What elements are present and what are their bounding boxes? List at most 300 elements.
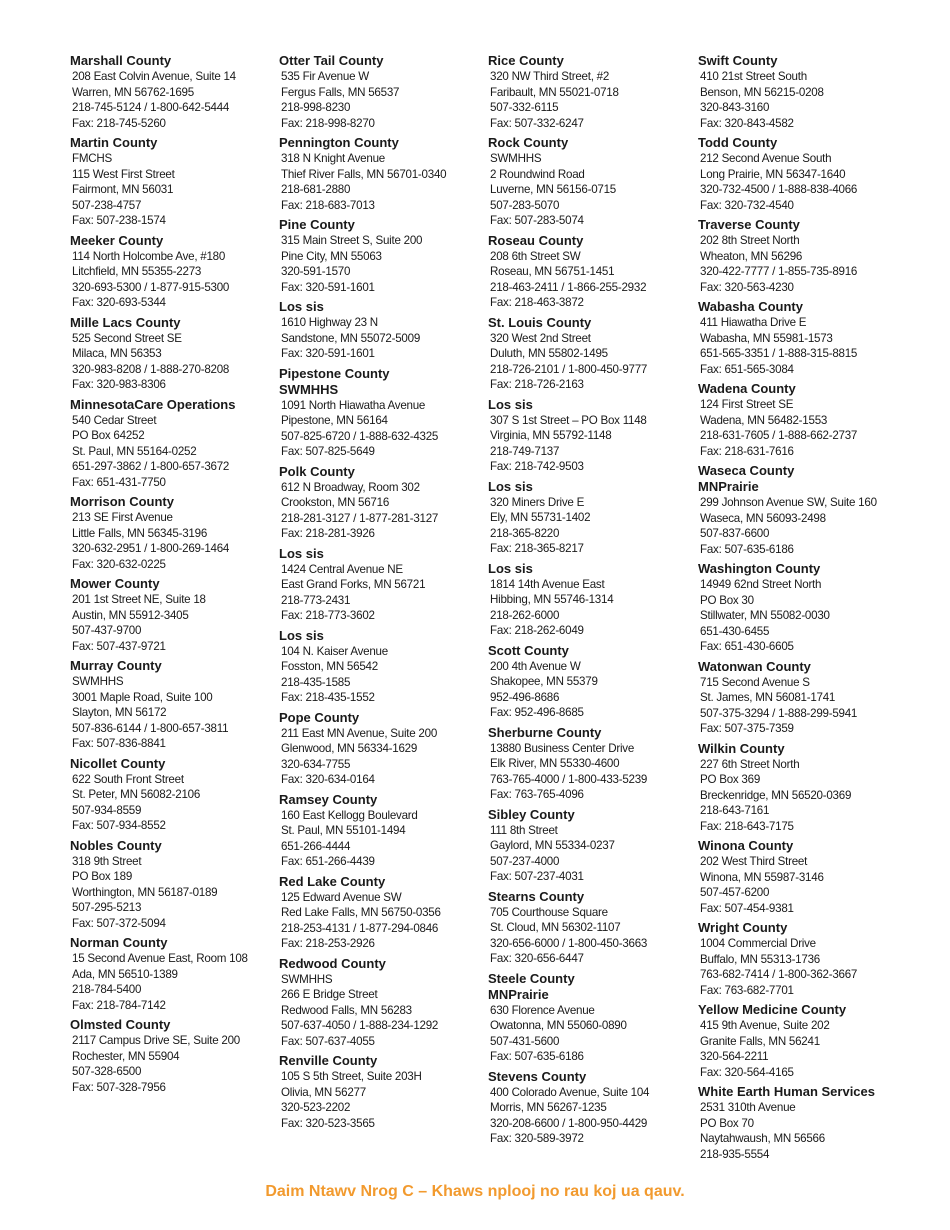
office-entry xyxy=(70,397,276,491)
office-entry xyxy=(488,1069,694,1147)
fax-number: Fax: 763-765-4096 xyxy=(490,788,584,801)
office-name: Norman County xyxy=(70,935,168,950)
fax-number: Fax: 320-656-6447 xyxy=(490,952,584,965)
office-address-block xyxy=(70,772,276,834)
office-name: White Earth Human Services xyxy=(698,1084,875,1099)
address-line: 200 4th Avenue W xyxy=(490,659,581,673)
office-address-block xyxy=(279,972,485,1050)
office-name: Sherburne County xyxy=(488,724,602,740)
address-line: 415 9th Avenue, Suite 202 xyxy=(700,1019,830,1032)
office-name: Meeker County xyxy=(70,232,164,248)
office-name: Steele County xyxy=(488,970,575,986)
address-line: 320-632-2951 / 1-800-269-1464 xyxy=(72,542,230,555)
address-line: 114 North Holcombe Ave, #180 xyxy=(72,249,226,263)
address-line: 218-998-8230 xyxy=(281,101,351,114)
office-address-block xyxy=(488,69,694,131)
address-line: Naytahwaush, MN 56566 xyxy=(700,1132,825,1145)
fax-number: Fax: 320-523-3565 xyxy=(281,1116,375,1130)
address-line: 318 9th Street xyxy=(72,854,142,868)
fax-number: Fax: 218-745-5260 xyxy=(72,116,166,130)
office-entry xyxy=(70,233,276,311)
address-line: 111 8th Street xyxy=(490,823,558,837)
office-entry xyxy=(70,935,276,1013)
address-line: 507-237-4000 xyxy=(490,854,560,868)
address-line: 218-745-5124 / 1-800-642-5444 xyxy=(72,101,230,114)
office-address-block xyxy=(488,1085,694,1147)
address-line: 208 6th Street SW xyxy=(490,249,581,263)
address-line: 218-726-2101 / 1-800-450-9777 xyxy=(490,362,648,376)
address-line: 320-843-3160 xyxy=(700,101,770,114)
office-name: Watonwan County xyxy=(698,658,811,674)
directory-column-4 xyxy=(698,53,904,1166)
address-line: Buffalo, MN 55313-1736 xyxy=(700,952,820,966)
office-entry xyxy=(70,494,276,572)
address-line: Benson, MN 56215-0208 xyxy=(700,85,824,99)
address-line: 15 Second Avenue East, Room 108 xyxy=(72,952,248,965)
address-line: Elk River, MN 55330-4600 xyxy=(490,757,620,770)
office-entry xyxy=(279,628,485,706)
address-line: 105 S 5th Street, Suite 203H xyxy=(281,1070,422,1083)
address-line: 218-643-7161 xyxy=(700,804,770,817)
address-line: 320-208-6600 / 1-800-950-4429 xyxy=(490,1116,648,1130)
office-entry xyxy=(70,576,276,654)
address-line: 218-681-2880 xyxy=(281,183,351,196)
address-line: 104 N. Kaiser Avenue xyxy=(281,644,388,658)
address-line: 320-732-4500 / 1-888-838-4066 xyxy=(700,183,858,196)
office-name: Los sis xyxy=(279,627,324,643)
office-name: Murray County xyxy=(70,658,162,673)
office-entry xyxy=(488,807,694,885)
office-address-block xyxy=(279,151,485,213)
address-line: 320-523-2202 xyxy=(281,1101,351,1114)
address-line: SWMHHS xyxy=(490,152,542,165)
address-line: 952-496-8686 xyxy=(490,690,560,704)
address-line: 525 Second Street SE xyxy=(72,331,182,345)
address-line: Wheaton, MN 56296 xyxy=(700,249,803,263)
fax-number: Fax: 651-565-3084 xyxy=(700,362,794,376)
office-name: Scott County xyxy=(488,642,569,658)
office-address-block xyxy=(70,854,276,932)
fax-number: Fax: 507-238-1574 xyxy=(72,214,166,227)
fax-number: Fax: 507-836-8841 xyxy=(72,737,166,750)
fax-number: Fax: 218-253-2926 xyxy=(281,937,375,950)
office-address-block xyxy=(279,315,485,362)
office-address-block xyxy=(698,675,904,737)
address-line: 320-564-2211 xyxy=(700,1050,769,1063)
address-line: Waseca, MN 56093-2498 xyxy=(700,511,826,525)
address-line: 651-565-3351 / 1-888-315-8815 xyxy=(700,347,858,360)
office-entry xyxy=(70,756,276,834)
office-entry xyxy=(698,920,904,998)
office-entry xyxy=(488,971,694,1065)
address-line: Fosston, MN 56542 xyxy=(281,660,378,673)
office-name: Traverse County xyxy=(698,217,800,232)
office-address-block xyxy=(698,69,904,131)
fax-number: Fax: 218-683-7013 xyxy=(281,198,375,212)
address-line: 320 Miners Drive E xyxy=(490,495,585,509)
address-line: 202 8th Street North xyxy=(700,234,800,247)
address-line: Pine City, MN 55063 xyxy=(281,249,382,263)
office-entry xyxy=(279,53,485,131)
fax-number: Fax: 507-934-8552 xyxy=(72,819,166,832)
office-name: Los sis xyxy=(279,299,324,314)
fax-number: Fax: 952-496-8685 xyxy=(490,706,584,719)
fax-number: Fax: 320-564-4165 xyxy=(700,1065,794,1079)
office-address-block xyxy=(279,726,485,788)
directory-column-1 xyxy=(70,53,276,1099)
office-address-block xyxy=(279,480,485,542)
address-line: 218-935-5554 xyxy=(700,1147,770,1161)
fax-number: Fax: 218-262-6049 xyxy=(490,624,584,637)
address-line: PO Box 189 xyxy=(72,870,133,883)
address-line: Ada, MN 56510-1389 xyxy=(72,967,178,981)
address-line: Red Lake Falls, MN 56750-0356 xyxy=(281,906,441,919)
address-line: St. Paul, MN 55101-1494 xyxy=(281,824,406,837)
office-entry xyxy=(279,299,485,362)
address-line: Thief River Falls, MN 56701-0340 xyxy=(281,167,447,181)
office-address-block xyxy=(488,495,694,557)
office-address-block xyxy=(70,249,276,311)
address-line: Ely, MN 55731-1402 xyxy=(490,511,591,524)
address-line: Glenwood, MN 56334-1629 xyxy=(281,742,418,755)
address-line: 160 East Kellogg Boulevard xyxy=(281,808,418,822)
address-line: Morris, MN 56267-1235 xyxy=(490,1101,607,1114)
office-name: Nicollet County xyxy=(70,755,166,771)
fax-number: Fax: 218-631-7616 xyxy=(700,444,794,458)
address-line: 218-749-7137 xyxy=(490,444,560,458)
address-line: Little Falls, MN 56345-3196 xyxy=(72,526,208,540)
address-line: St. Cloud, MN 56302-1107 xyxy=(490,921,621,934)
address-line: PO Box 369 xyxy=(700,773,761,786)
office-entry xyxy=(488,397,694,475)
address-line: 227 6th Street North xyxy=(700,757,800,771)
address-line: 1814 14th Avenue East xyxy=(490,577,605,591)
office-address-block xyxy=(698,854,904,916)
directory-column-2 xyxy=(279,53,485,1135)
address-line: Gaylord, MN 55334-0237 xyxy=(490,839,615,852)
address-line: 211 East MN Avenue, Suite 200 xyxy=(281,726,438,740)
fax-number: Fax: 507-375-7359 xyxy=(700,722,794,735)
office-address-block xyxy=(698,315,904,377)
office-entry xyxy=(698,659,904,737)
office-address-block xyxy=(70,1033,276,1095)
office-address-block xyxy=(279,808,485,870)
office-entry xyxy=(488,233,694,311)
address-line: Crookston, MN 56716 xyxy=(281,496,390,509)
office-name: Redwood County xyxy=(279,955,386,971)
address-line: Luverne, MN 56156-0715 xyxy=(490,183,616,196)
office-name: MinnesotaCare Operations xyxy=(70,396,236,412)
office-name: Nobles County xyxy=(70,837,162,853)
page-footer: Daim Ntawv Nrog C – Khaws nplooj no rau koj ua qauv. xyxy=(265,1183,685,1200)
address-line: 320-422-7777 / 1-855-735-8916 xyxy=(700,265,858,278)
address-line: 212 Second Avenue South xyxy=(700,152,832,165)
address-line: Worthington, MN 56187-0189 xyxy=(72,885,218,899)
office-address-block xyxy=(488,659,694,721)
address-line: FMCHS xyxy=(72,152,112,165)
fax-number: Fax: 507-825-5649 xyxy=(281,445,375,458)
fax-number: Fax: 763-682-7701 xyxy=(700,983,794,997)
office-name: Mille Lacs County xyxy=(70,314,181,330)
address-line: 3001 Maple Road, Suite 100 xyxy=(72,690,213,704)
address-line: 507-283-5070 xyxy=(490,198,560,212)
office-entry xyxy=(70,53,276,131)
office-entry xyxy=(70,135,276,229)
office-address-block xyxy=(70,951,276,1013)
address-line: 507-238-4757 xyxy=(72,198,142,212)
fax-number: Fax: 218-365-8217 xyxy=(490,542,584,555)
address-line: Duluth, MN 55802-1495 xyxy=(490,347,608,360)
address-line: Fairmont, MN 56031 xyxy=(72,183,174,196)
address-line: 320 NW Third Street, #2 xyxy=(490,70,610,83)
office-name: Los sis xyxy=(279,545,324,561)
address-line: 535 Fir Avenue W xyxy=(281,70,369,83)
fax-number: Fax: 651-430-6605 xyxy=(700,640,794,653)
address-line: 540 Cedar Street xyxy=(72,413,157,427)
address-line: PO Box 30 xyxy=(700,593,754,607)
address-line: St. James, MN 56081-1741 xyxy=(700,691,836,704)
fax-number: Fax: 507-328-7956 xyxy=(72,1080,166,1094)
office-entry xyxy=(698,838,904,916)
office-entry xyxy=(488,479,694,557)
address-line: Fergus Falls, MN 56537 xyxy=(281,85,400,99)
fax-number: Fax: 320-983-8306 xyxy=(72,378,166,391)
office-address-block xyxy=(70,69,276,131)
address-line: 507-328-6500 xyxy=(72,1065,142,1078)
office-name: St. Louis County xyxy=(488,314,592,330)
fax-number: Fax: 320-563-4230 xyxy=(700,280,794,294)
office-address-block xyxy=(70,674,276,752)
address-line: 218-253-4131 / 1-877-294-0846 xyxy=(281,921,439,935)
address-line: 14949 62nd Street North xyxy=(700,578,822,591)
office-name: Wabasha County xyxy=(698,299,803,314)
office-entry xyxy=(698,53,904,131)
office-name: Wright County xyxy=(698,920,788,935)
office-name: Olmsted County xyxy=(70,1017,171,1032)
fax-number: Fax: 507-332-6247 xyxy=(490,116,584,130)
office-entry xyxy=(70,1017,276,1095)
office-entry xyxy=(488,135,694,229)
office-name: Pope County xyxy=(279,709,360,725)
office-address-block xyxy=(279,890,485,952)
fax-number: Fax: 507-454-9381 xyxy=(700,901,794,915)
address-line: 218-262-6000 xyxy=(490,608,560,622)
address-line: Shakopee, MN 55379 xyxy=(490,675,598,688)
address-line: 763-682-7414 / 1-800-362-3667 xyxy=(700,968,858,981)
directory-column-3 xyxy=(488,53,694,1151)
address-line: 320-693-5300 / 1-877-915-5300 xyxy=(72,280,230,294)
address-line: 507-637-4050 / 1-888-234-1292 xyxy=(281,1019,439,1032)
address-line: 320-591-1570 xyxy=(281,265,351,278)
address-line: 715 Second Avenue S xyxy=(700,675,810,689)
office-entry xyxy=(279,1053,485,1131)
fax-number: Fax: 218-784-7142 xyxy=(72,998,166,1012)
address-line: East Grand Forks, MN 56721 xyxy=(281,578,426,591)
address-line: 266 E Bridge Street xyxy=(281,988,378,1001)
address-line: 507-837-6600 xyxy=(700,527,770,540)
office-name: Martin County xyxy=(70,135,158,150)
address-line: Roseau, MN 56751-1451 xyxy=(490,265,615,278)
office-entry xyxy=(70,658,276,752)
address-line: 630 Florence Avenue xyxy=(490,1003,595,1017)
office-name: Ramsey County xyxy=(279,791,378,807)
office-entry xyxy=(488,561,694,639)
office-address-block xyxy=(279,644,485,706)
address-line: St. Peter, MN 56082-2106 xyxy=(72,788,201,801)
fax-number: Fax: 320-732-4540 xyxy=(700,198,794,212)
fax-number: Fax: 218-998-8270 xyxy=(281,116,375,130)
office-name: Waseca County xyxy=(698,463,795,478)
address-line: 507-437-9700 xyxy=(72,624,142,637)
office-name: Mower County xyxy=(70,576,160,591)
fax-number: Fax: 218-281-3926 xyxy=(281,527,375,540)
address-line: Milaca, MN 56353 xyxy=(72,347,162,360)
office-entry xyxy=(279,366,485,460)
address-line: 320 West 2nd Street xyxy=(490,331,591,345)
fax-number: Fax: 507-437-9721 xyxy=(72,639,166,653)
office-name: Rice County xyxy=(488,53,564,68)
office-subname: MNPrairie xyxy=(698,479,759,494)
address-line: 218-784-5400 xyxy=(72,983,142,996)
fax-number: Fax: 507-372-5094 xyxy=(72,916,166,930)
office-name: Rock County xyxy=(488,135,569,150)
address-line: 411 Hiawatha Drive E xyxy=(700,316,807,329)
fax-number: Fax: 218-742-9503 xyxy=(490,460,584,473)
office-name: Marshall County xyxy=(70,53,172,68)
office-entry xyxy=(279,546,485,624)
address-line: Virginia, MN 55792-1148 xyxy=(490,429,612,442)
office-address-block xyxy=(698,233,904,295)
office-name: Yellow Medicine County xyxy=(698,1002,847,1017)
office-subname: SWMHHS xyxy=(279,381,339,397)
address-line: St. Paul, MN 55164-0252 xyxy=(72,444,197,458)
office-entry xyxy=(279,217,485,295)
address-line: 320-983-8208 / 1-888-270-8208 xyxy=(72,362,230,376)
address-line: 2117 Campus Drive SE, Suite 200 xyxy=(72,1034,240,1047)
office-entry xyxy=(698,217,904,295)
fax-number: Fax: 218-643-7175 xyxy=(700,819,794,833)
office-address-block xyxy=(488,331,694,393)
office-address-block xyxy=(279,562,485,624)
office-address-block xyxy=(488,413,694,475)
address-line: 400 Colorado Avenue, Suite 104 xyxy=(490,1085,650,1099)
office-address-block xyxy=(488,823,694,885)
address-line: 213 SE First Avenue xyxy=(72,511,173,524)
office-name: Roseau County xyxy=(488,232,584,248)
office-name: Otter Tail County xyxy=(279,53,384,68)
office-entry xyxy=(279,956,485,1050)
office-address-block xyxy=(70,413,276,491)
address-line: 410 21st Street South xyxy=(700,70,807,83)
address-line: Austin, MN 55912-3405 xyxy=(72,608,189,622)
address-line: PO Box 70 xyxy=(700,1116,754,1130)
address-line: 507-431-5600 xyxy=(490,1034,560,1048)
office-entry xyxy=(698,135,904,213)
office-address-block xyxy=(698,1100,904,1162)
address-line: 218-463-2411 / 1-866-255-2932 xyxy=(490,280,647,294)
office-entry xyxy=(488,315,694,393)
fax-number: Fax: 507-635-6186 xyxy=(700,542,794,556)
office-entry xyxy=(698,1084,904,1162)
office-address-block xyxy=(488,905,694,967)
address-line: Warren, MN 56762-1695 xyxy=(72,85,194,99)
office-address-block xyxy=(698,936,904,998)
address-line: Faribault, MN 55021-0718 xyxy=(490,85,619,99)
fax-number: Fax: 507-635-6186 xyxy=(490,1050,584,1063)
address-line: 507-332-6115 xyxy=(490,101,559,114)
office-name: Red Lake County xyxy=(279,873,386,889)
address-line: 299 Johnson Avenue SW, Suite 160 xyxy=(700,496,877,509)
address-line: 201 1st Street NE, Suite 18 xyxy=(72,593,206,606)
office-entry xyxy=(279,792,485,870)
address-line: 507-295-5213 xyxy=(72,901,142,914)
office-entry xyxy=(279,874,485,952)
office-entry xyxy=(698,463,904,557)
office-name: Los sis xyxy=(488,560,533,576)
office-entry xyxy=(279,710,485,788)
office-entry xyxy=(488,725,694,803)
address-line: 1610 Highway 23 N xyxy=(281,316,378,329)
office-name: Pennington County xyxy=(279,135,399,150)
address-line: PO Box 64252 xyxy=(72,429,145,442)
office-address-block xyxy=(279,1069,485,1131)
office-address-block xyxy=(279,233,485,295)
fax-number: Fax: 507-637-4055 xyxy=(281,1034,375,1048)
address-line: 1424 Central Avenue NE xyxy=(281,562,403,576)
fax-number: Fax: 320-591-1601 xyxy=(281,280,375,294)
address-line: 218-365-8220 xyxy=(490,526,560,540)
address-line: Winona, MN 55987-3146 xyxy=(700,870,824,884)
address-line: Breckenridge, MN 56520-0369 xyxy=(700,788,852,802)
address-line: Litchfield, MN 55355-2273 xyxy=(72,265,202,278)
office-address-block xyxy=(698,577,904,655)
office-address-block xyxy=(488,249,694,311)
address-line: 208 East Colvin Avenue, Suite 14 xyxy=(72,70,236,83)
fax-number: Fax: 218-773-3602 xyxy=(281,609,375,622)
address-line: 1004 Commercial Drive xyxy=(700,937,816,950)
office-address-block xyxy=(488,151,694,229)
address-line: 13880 Business Center Drive xyxy=(490,741,635,755)
address-line: 651-266-4444 xyxy=(281,839,351,853)
address-line: 307 S 1st Street – PO Box 1148 xyxy=(490,413,647,427)
fax-number: Fax: 320-843-4582 xyxy=(700,116,794,130)
office-name: Los sis xyxy=(488,396,533,412)
office-entry xyxy=(698,561,904,655)
office-entry xyxy=(698,1002,904,1080)
office-address-block xyxy=(488,1003,694,1065)
office-entry xyxy=(698,741,904,835)
office-entry xyxy=(279,464,485,542)
office-address-block xyxy=(279,398,485,460)
address-line: Slayton, MN 56172 xyxy=(72,706,167,719)
address-line: Owatonna, MN 55060-0890 xyxy=(490,1019,627,1032)
office-name: Stevens County xyxy=(488,1068,587,1084)
address-line: Sandstone, MN 55072-5009 xyxy=(281,331,421,345)
office-name: Morrison County xyxy=(70,494,174,509)
office-address-block xyxy=(698,397,904,459)
address-line: 218-773-2431 xyxy=(281,593,351,607)
address-line: 612 N Broadway, Room 302 xyxy=(281,480,420,494)
address-line: 622 South Front Street xyxy=(72,772,184,786)
office-address-block xyxy=(70,151,276,229)
office-entry xyxy=(698,299,904,377)
address-line: 115 West First Street xyxy=(72,167,175,181)
address-line: 651-430-6455 xyxy=(700,624,770,638)
address-line: 2 Roundwind Road xyxy=(490,167,585,181)
office-name: Stearns County xyxy=(488,888,585,904)
address-line: 1091 North Hiawatha Avenue xyxy=(281,398,426,412)
office-address-block xyxy=(70,331,276,393)
